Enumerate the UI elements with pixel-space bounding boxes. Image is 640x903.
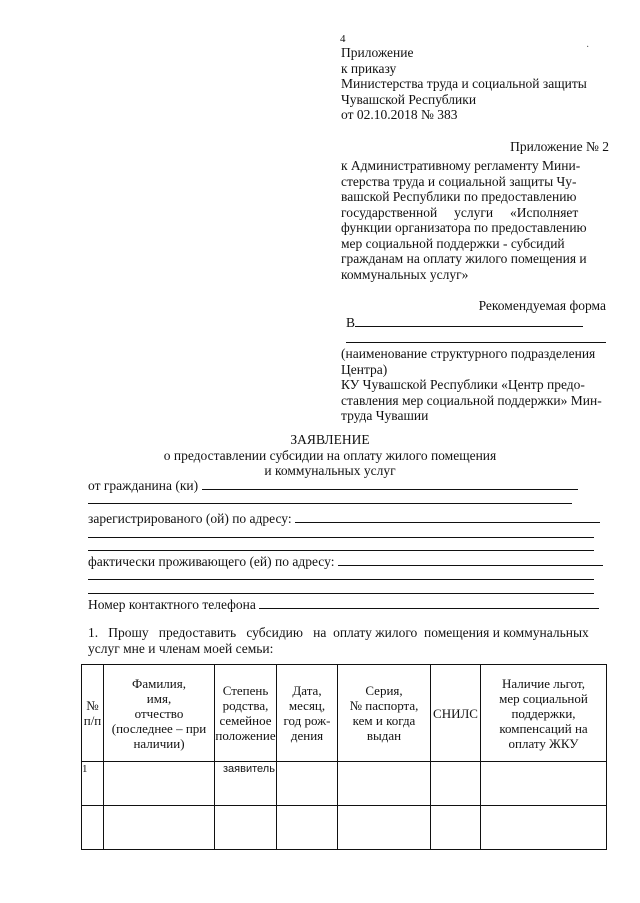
request-paragraph bbox=[88, 625, 608, 656]
phone-label: Номер контактного телефона bbox=[88, 597, 256, 612]
table-cell[interactable] bbox=[215, 806, 277, 850]
regulation-line: гражданам на оплату жилого помещения и bbox=[341, 251, 587, 266]
registered-address-input-3[interactable] bbox=[88, 550, 594, 551]
center-line: Центра) bbox=[341, 361, 388, 377]
regulation-line: к Административному регламенту Мини- bbox=[341, 158, 581, 173]
table-cell[interactable] bbox=[338, 806, 431, 850]
regulation-line: мер социальной поддержки - субсидий bbox=[341, 235, 565, 251]
request-line-2: услуг мне и членам моей семьи: bbox=[88, 640, 274, 656]
col-header-relationship: Степень родства, семейное положение bbox=[215, 665, 277, 762]
table-cell[interactable] bbox=[82, 806, 104, 850]
recommended-form-label: Рекомендуемая форма bbox=[478, 298, 606, 313]
addressee-blank-2[interactable] bbox=[346, 342, 606, 343]
addressee-blank[interactable] bbox=[355, 313, 583, 327]
actual-address-input[interactable] bbox=[338, 552, 603, 566]
actual-address-input-2[interactable] bbox=[88, 579, 594, 580]
table-cell[interactable] bbox=[104, 806, 215, 850]
table-cell[interactable]: 1 bbox=[82, 762, 104, 806]
regulation-block bbox=[341, 158, 609, 282]
col-header-number: № п/п bbox=[82, 665, 104, 762]
citizen-label: от гражданина (ки) bbox=[88, 478, 199, 493]
table-cell[interactable] bbox=[481, 762, 607, 806]
statement-subtitle-1: о предоставлении субсидии на оплату жилого помещения bbox=[163, 447, 497, 463]
appendix-label: Приложение № 2 bbox=[510, 139, 609, 154]
regulation-line: функции организатора по предоставлению bbox=[341, 220, 587, 235]
col-header-passport: Серия, № паспорта, кем и когда выдан bbox=[338, 665, 431, 762]
table-row bbox=[82, 806, 607, 850]
addressee-line bbox=[346, 313, 606, 331]
table-cell[interactable] bbox=[338, 762, 431, 806]
col-header-birth-date: Дата, месяц, год рож- дения bbox=[277, 665, 338, 762]
center-line: труда Чувашии bbox=[341, 408, 429, 423]
table-cell[interactable] bbox=[277, 762, 338, 806]
request-line-1: 1. Прошу предоставить субсидию на оплату жилого помещения и коммунальных bbox=[88, 625, 589, 640]
attachment-line: к приказу bbox=[341, 60, 397, 76]
addressee-prefix: В bbox=[346, 315, 356, 330]
actual-address-field bbox=[88, 552, 603, 570]
center-block bbox=[341, 346, 621, 424]
table-cell[interactable] bbox=[431, 762, 481, 806]
center-line: (наименование структурного подразделения bbox=[341, 346, 596, 361]
table-cell[interactable] bbox=[277, 806, 338, 850]
citizen-input-2[interactable] bbox=[88, 503, 572, 504]
actual-address-label: фактически проживающего (ей) по адресу: bbox=[88, 554, 335, 569]
phone-input[interactable] bbox=[259, 595, 599, 609]
order-attachment-block bbox=[341, 45, 621, 123]
citizen-field bbox=[88, 476, 578, 494]
attachment-line: Приложение bbox=[341, 45, 414, 60]
actual-address-input-3[interactable] bbox=[88, 593, 594, 594]
col-header-snils: СНИЛС bbox=[431, 665, 481, 762]
table-row bbox=[82, 762, 607, 806]
col-header-benefits: Наличие льгот, мер социальной поддержки, компенсаций на оплату ЖКУ bbox=[481, 665, 607, 762]
citizen-input[interactable] bbox=[202, 476, 578, 490]
page-number: 4 bbox=[340, 33, 346, 45]
scan-mark: · bbox=[586, 42, 590, 53]
attachment-line: Чувашской Республики bbox=[341, 91, 477, 107]
regulation-line: вашской Республики по предоставлению bbox=[341, 189, 577, 204]
table-header-row bbox=[82, 665, 607, 762]
center-line: ставления мер социальной поддержки» Мин- bbox=[341, 392, 602, 408]
registered-address-label: зарегистрированого (ой) по адресу: bbox=[88, 511, 292, 526]
attachment-line: от 02.10.2018 № 383 bbox=[341, 107, 458, 122]
family-members-table bbox=[81, 664, 607, 850]
registered-address-input-2[interactable] bbox=[88, 537, 594, 538]
registered-address-input[interactable] bbox=[295, 509, 600, 523]
statement-subtitle-2: и коммунальных услуг bbox=[264, 463, 396, 478]
statement-heading: ЗАЯВЛЕНИЕ bbox=[290, 432, 370, 447]
attachment-line: Министерства труда и социальной защиты bbox=[341, 76, 587, 91]
regulation-line: стерства труда и социальной защиты Чу- bbox=[341, 173, 577, 189]
center-line: КУ Чувашской Республики «Центр предо- bbox=[341, 377, 585, 392]
table-cell[interactable] bbox=[104, 762, 215, 806]
table-cell[interactable] bbox=[431, 806, 481, 850]
phone-field bbox=[88, 595, 599, 613]
regulation-line: коммунальных услуг» bbox=[341, 266, 469, 282]
table-cell[interactable] bbox=[481, 806, 607, 850]
col-header-full-name: Фамилия, имя, отчество (последнее – при наличии) bbox=[104, 665, 215, 762]
statement-title bbox=[80, 432, 580, 479]
regulation-line: государственной услуги «Исполняет bbox=[341, 204, 579, 220]
table-cell[interactable]: заявитель bbox=[215, 762, 277, 806]
registered-address-field bbox=[88, 509, 600, 527]
